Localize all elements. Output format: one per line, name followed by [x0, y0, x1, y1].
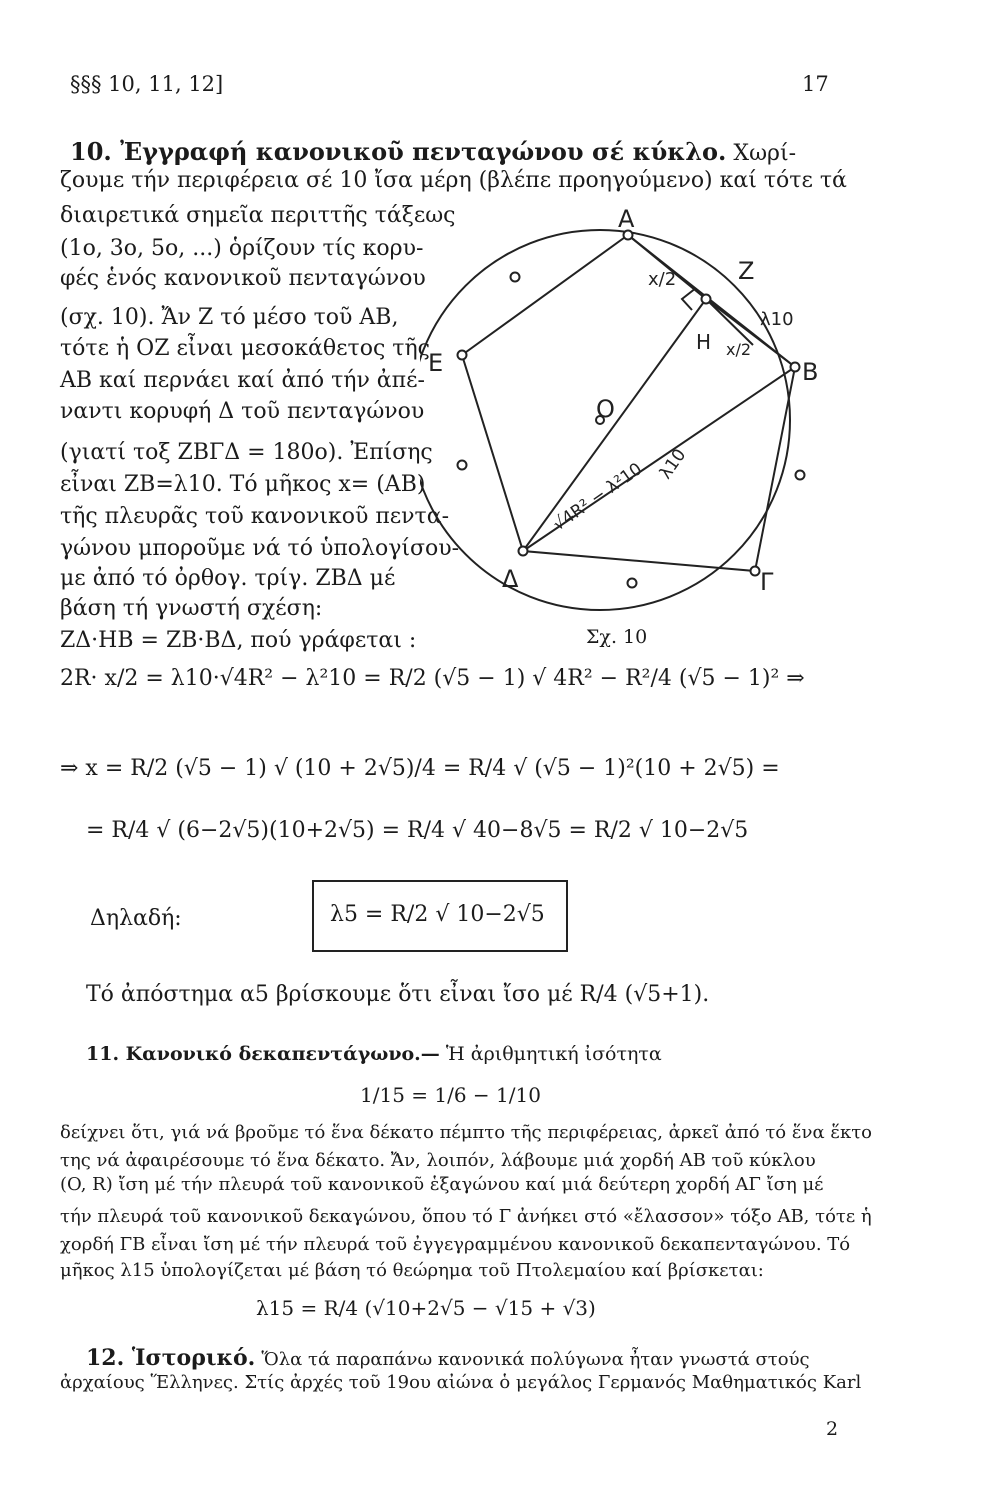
label-z: Ζ — [738, 257, 755, 285]
section-10-line-4: φές ἑνός κανονικοῦ πενταγώνου — [60, 266, 426, 291]
section-11-line-5: μῆκος λ15 ὑπολογίζεται μέ βάση τό θεώρημα τοῦ Πτολεμαίου καί βρίσκεται: — [60, 1260, 764, 1281]
identity-formula: 1/15 = 1/6 − 1/10 — [360, 1083, 541, 1107]
section-12-heading: 12. Ἱστορικό. — [86, 1345, 256, 1371]
equation-2: ⇒ x = R/2 (√5 − 1) √ (10 + 2√5)/4 = R/4 √ (√5 − 1)²(10 + 2√5) = — [60, 756, 780, 781]
section-12-line-2: ἀρχαίους Ἕλληνες. Στίς ἀρχές τοῦ 19ου αἰώνα ὁ μεγάλος Γερμανός Μαθηματικός Karl — [60, 1372, 862, 1393]
boxed-formula: λ5 = R/2 √ 10−2√5 — [330, 902, 545, 927]
section-10-line-3: (1ο, 3ο, 5ο, ...) ὁρίζουν τίς κορυ- — [60, 236, 424, 261]
section-10-line-7: ΑΒ καί περνάει καί ἀπό τήν ἀπέ- — [60, 368, 425, 393]
point-upper-left-arc — [511, 273, 520, 282]
figure-caption: Σχ. 10 — [586, 626, 648, 648]
figure-10-diagram — [420, 195, 840, 615]
section-10-heading: 10. Ἐγγραφή κανονικοῦ πενταγώνου σέ κύκλο. — [70, 137, 727, 166]
pentagon — [462, 235, 795, 571]
point-left-arc — [458, 461, 467, 470]
label-e: Ε — [428, 349, 444, 377]
section-10-line-2: διαιρετικά σημεῖα περιττῆς τάξεως — [60, 203, 456, 228]
section-12-line-1 — [86, 1345, 810, 1371]
label-g: Γ — [760, 568, 774, 596]
label-l10-b: λ10 — [655, 445, 691, 483]
label-sqrt: √4R² − λ²10 — [549, 459, 646, 536]
section-11-line-4: χορδή ΓΒ εἶναι ἴση μέ τήν πλευρά τοῦ ἐγγεγραμμένου κανονικοῦ δεκαπενταγώνου. Τό — [60, 1234, 851, 1255]
line-zd — [523, 299, 706, 551]
vertex-d — [519, 547, 528, 556]
section-10-line-8: ναντι κορυφή Δ τοῦ πενταγώνου — [60, 399, 425, 424]
section-11-line-0: δείχνει ὅτι, γιά νά βροῦμε τό ἕνα δέκατο πέμπτο τῆς περιφέρειας, ἀρκεῖ ἀπό τό ἕνα ἕκτο — [60, 1122, 873, 1143]
vertex-b — [791, 363, 800, 372]
vertex-g — [751, 567, 760, 576]
section-11-heading-rest: Ἡ ἀριθμητική ἰσότητα — [445, 1043, 662, 1065]
label-l10: λ10 — [760, 309, 794, 330]
section-10-line-1: ζουμε τήν περιφέρεια σέ 10 ἴσα μέρη (βλέπε προηγούμενο) καί τότε τά — [60, 168, 847, 193]
section-10-line-13: με ἀπό τό ὀρθογ. τρίγ. ΖΒΔ μέ — [60, 566, 396, 591]
running-header: §§§ 10, 11, 12] — [70, 72, 224, 96]
vertex-e — [458, 351, 467, 360]
point-right-arc — [796, 471, 805, 480]
equation-1: 2R· x/2 = λ10·√4R² − λ²10 = R/2 (√5 − 1) √ 4R² − R²/4 (√5 − 1)² ⇒ — [60, 666, 805, 691]
label-o: Ο — [596, 395, 615, 423]
section-10-line-5: (σχ. 10). Ἄν Ζ τό μέσο τοῦ ΑΒ, — [60, 305, 399, 330]
section-11-heading-line — [86, 1043, 662, 1065]
right-angle-mark — [682, 288, 696, 310]
apothem-line: Τό ἀπόστημα α5 βρίσκουμε ὅτι εἶναι ἴσο μέ R/4 (√5+1). — [86, 982, 710, 1007]
section-10-line-0: Χωρί- — [733, 141, 797, 166]
signature-mark: 2 — [826, 1418, 839, 1440]
page-number: 17 — [802, 72, 829, 96]
label-x2-b: x/2 — [726, 340, 752, 359]
line-zh — [706, 299, 753, 345]
section-10-line-15: ΖΔ·ΗΒ = ΖΒ·ΒΔ, πού γράφεται : — [60, 628, 417, 653]
section-11-line-2: (O, R) ἴση μέ τήν πλευρά τοῦ κανονικοῦ ἑξαγώνου καί μιά δεύτερη χορδή ΑΓ ἴση μέ — [60, 1174, 824, 1195]
point-z — [702, 295, 711, 304]
lambda-15-formula: λ15 = R/4 (√10+2√5 − √15 + √3) — [256, 1296, 596, 1320]
label-b: Β — [802, 358, 819, 386]
section-10-line-6: τότε ἡ ΟΖ εἶναι μεσοκάθετος τῆς — [60, 336, 430, 361]
section-11-line-3: τήν πλευρά τοῦ κανονικοῦ δεκαγώνου, ὅπου τό Γ ἀνήκει στό «ἔλασσον» τόξο ΑΒ, τότε ἡ — [60, 1206, 872, 1227]
section-10-line-10: εἶναι ΖΒ=λ10. Τό μῆκος x= (ΑΒ) — [60, 472, 426, 497]
section-10-line-14: βάση τή γνωστή σχέση: — [60, 596, 323, 621]
dilady-label: Δηλαδή: — [90, 906, 182, 931]
equation-3: = R/4 √ (6−2√5)(10+2√5) = R/4 √ 40−8√5 = R/2 √ 10−2√5 — [86, 818, 749, 843]
label-a: Α — [618, 205, 635, 233]
boxed-formula-frame — [312, 880, 568, 952]
label-x2: x/2 — [648, 269, 677, 290]
point-lower-arc — [628, 579, 637, 588]
section-12-line-1-rest: Ὅλα τά παραπάνω κανονικά πολύγωνα ἦταν γνωστά στούς — [261, 1349, 810, 1370]
section-10-line-12: γώνου μποροῦμε νά τό ὑπολογίσου- — [60, 536, 460, 561]
label-h: Η — [696, 330, 712, 354]
section-11-heading: 11. Κανονικό δεκαπεντάγωνο.— — [86, 1043, 440, 1065]
label-d: Δ — [502, 565, 519, 593]
section-10-line-11: τῆς πλευρᾶς τοῦ κανονικοῦ πεντα- — [60, 504, 450, 529]
section-11-line-1: της νά ἀφαιρέσουμε τό ἕνα δέκατο. Ἄν, λοιπόν, λάβουμε μιά χορδή ΑΒ τοῦ κύκλου — [60, 1150, 816, 1171]
section-10-heading-line — [70, 137, 797, 166]
section-10-line-9: (γιατί τοξ ΖΒΓΔ = 180ο). Ἐπίσης — [60, 440, 433, 465]
